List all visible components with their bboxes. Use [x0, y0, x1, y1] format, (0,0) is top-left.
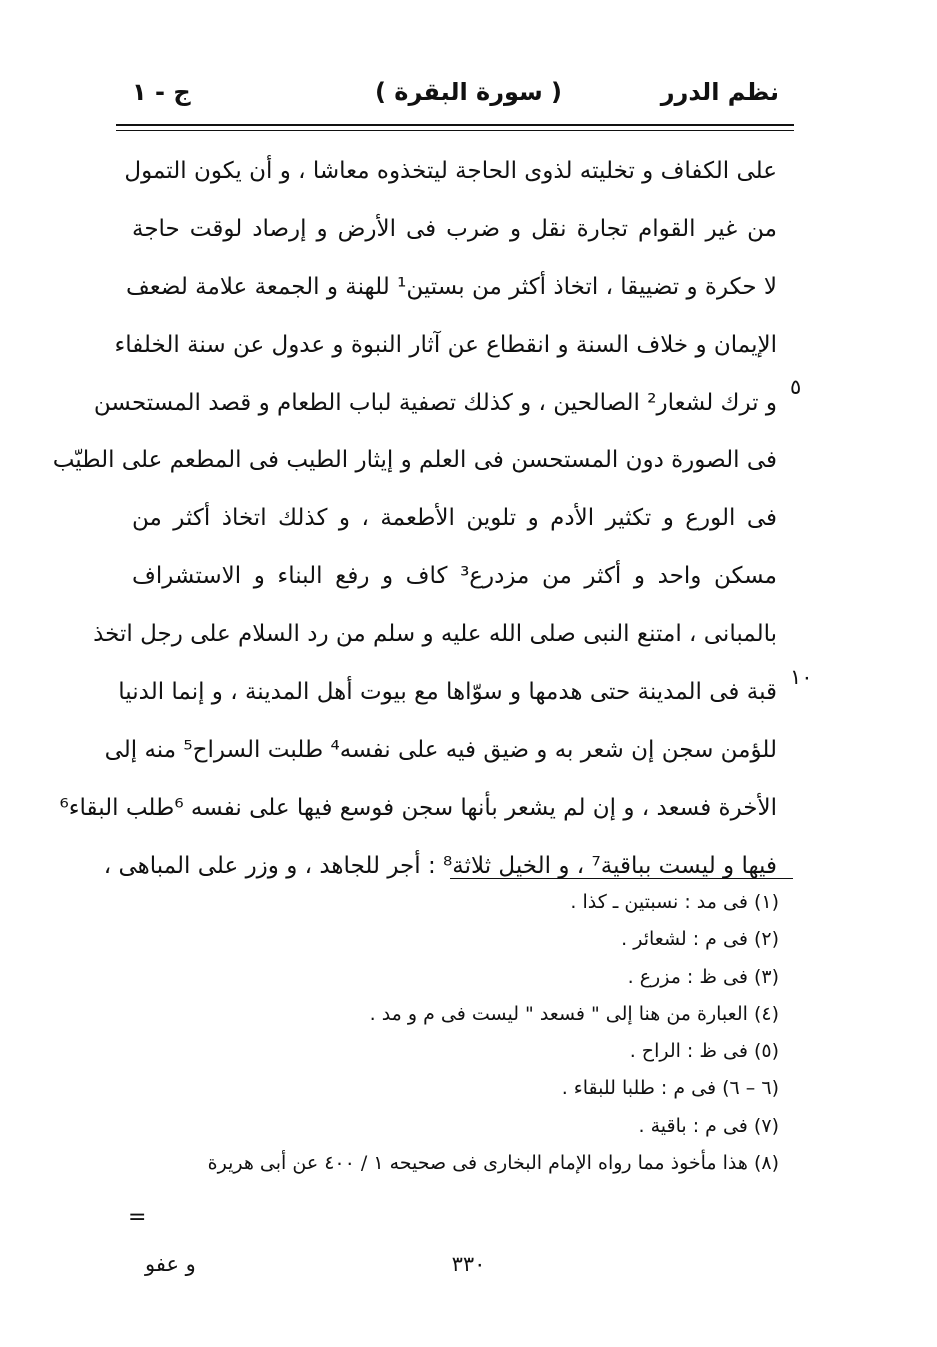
page-number: ٣٣٠ [451, 1252, 486, 1276]
text-line: قبة فى المدينة حتى هدمها و سوّاها مع بيوت أهل المدينة ، و إنما الدنيا [118, 679, 777, 706]
text-line: و ترك لشعار² الصالحين ، و كذلك تصفية لباب الطعام و قصد المستحسن [93, 389, 777, 416]
text-line: مسكن واحد و أكثر من مزدرع³ كاف و رفع البناء و الاستشراف [132, 563, 777, 590]
text-line: للؤمن سجن إن شعر به و ضيق فيه على نفسه⁴ طلبت السراح⁵ منه إلى [104, 736, 777, 763]
footnotes [129, 884, 779, 1182]
footnote: (٢) فى م : لشعائر . [621, 928, 779, 951]
line-number-5: ٥ [790, 375, 802, 399]
footnote: (٧) فى م : باقية . [638, 1114, 779, 1137]
running-header-book-title: نظم الدرر [660, 78, 779, 106]
text-line: بالمبانى ، امتنع النبى صلى الله عليه و سلم من رد السلام على رجل اتخذ [93, 621, 777, 648]
catchword: و عفو [145, 1252, 196, 1276]
text-line: من غير القوام تجارة نقل و ضرب فى الأرض و إرصاد لوقت حاجة [132, 215, 777, 242]
running-header-surah: ( سورة البقرة ) [374, 78, 563, 106]
line-number-10: ١٠ [790, 665, 813, 689]
main-text [52, 143, 777, 896]
footnote-separator [450, 878, 793, 879]
footnote: (٤) العبارة من هنا إلى " فسعد " ليست فى م و مد . [369, 1002, 779, 1025]
running-header-volume: ج - ١ [132, 78, 191, 106]
footnote: (٥) فى ظ : الراح . [629, 1040, 779, 1063]
text-line: لا حكرة و تضييقا ، اتخاذ أكثر من بستين¹ للهنة و الجمعة علامة لضعف [126, 273, 777, 300]
text-line: الأخرة فسعد ، و إن لم يشعر بأنها سجن فوسع فيها على نفسه ⁶طلب البقاء⁶ [59, 794, 777, 821]
header-rule-thin [116, 130, 794, 131]
footnote: (٦ – ٦) فى م : طلبا للبقاء . [561, 1077, 779, 1100]
text-line: فى الصورة دون المستحسن فى العلم و إيثار الطيب فى المطعم على الطيّب [52, 447, 777, 474]
footnote: (٣) فى ظ : مزرع . [627, 965, 779, 988]
footnote: (٨) هذا مأخوذ مما رواه الإمام البخارى فى صحيحه ١ / ٤٠٠ عن أبى هريرة [207, 1152, 779, 1175]
header-rule [116, 124, 794, 126]
text-line: فيها و ليست بباقية⁷ ، و الخيل ثلاثة⁸ : أجر للجاهد ، و وزر على المباهى ، [103, 852, 777, 879]
text-line: على الكفاف و تخليته لذوى الحاجة ليتخذوه معاشا ، و أن يكون التمول [124, 158, 777, 184]
footnote: (١) فى مد : نسبتين ـ كذا . [570, 891, 779, 913]
continuation-mark: = [128, 1205, 147, 1230]
text-line: فى الورع و تكثير الأدم و تلوين الأطعمة ، و كذلك اتخاذ أكثر من [132, 505, 777, 532]
text-line: الإيمان و خلاف السنة و انقطاع عن آثار النبوة و عدول عن سنة الخلفاء [114, 331, 777, 358]
